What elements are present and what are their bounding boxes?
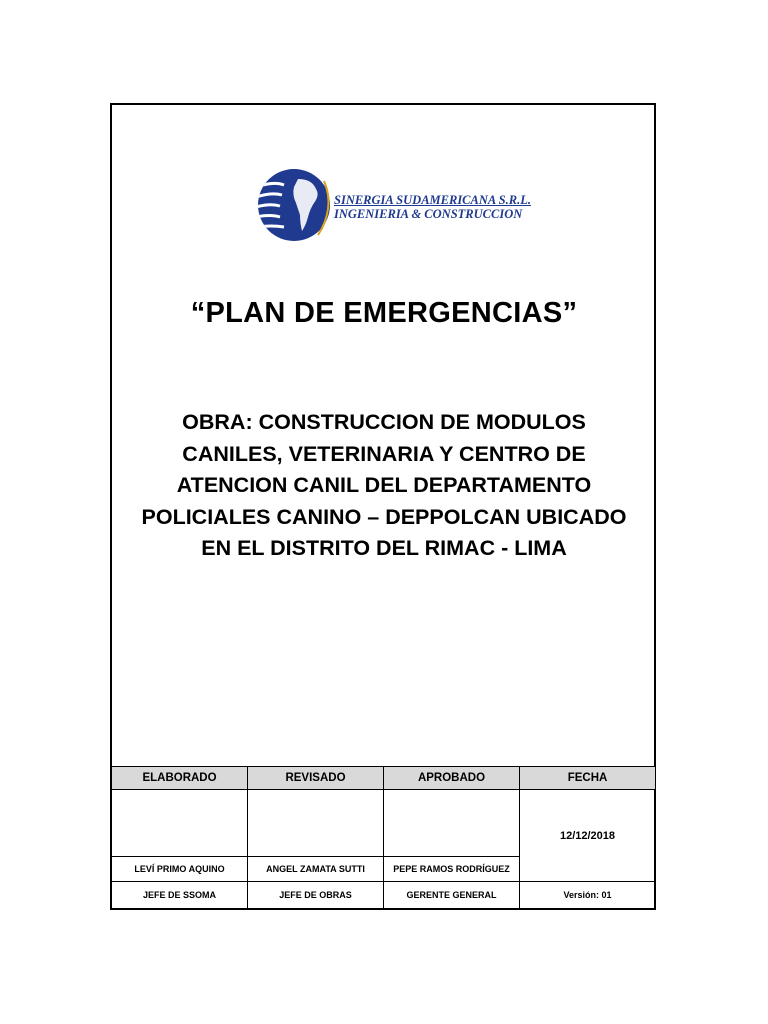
project-line: EN EL DISTRITO DEL RIMAC - LIMA bbox=[201, 536, 567, 560]
header-revisado: REVISADO bbox=[248, 767, 384, 790]
header-elaborado: ELABORADO bbox=[112, 767, 248, 790]
roles-row bbox=[112, 882, 656, 909]
role-elaborado: JEFE DE SSOMA bbox=[112, 882, 248, 909]
project-line: OBRA: CONSTRUCCION DE MODULOS bbox=[182, 410, 586, 434]
date-value: 12/12/2018 bbox=[520, 790, 656, 882]
company-logo bbox=[254, 165, 531, 245]
company-tagline: INGENIERIA & CONSTRUCCION bbox=[334, 207, 523, 221]
name-revisado: ANGEL ZAMATA SUTTI bbox=[248, 857, 384, 882]
signature-cell-revisado bbox=[248, 790, 384, 857]
version-label: Versión: 01 bbox=[520, 882, 656, 909]
signature-row bbox=[112, 790, 656, 857]
signature-cell-aprobado bbox=[384, 790, 520, 857]
document-title: “PLAN DE EMERGENCIAS” bbox=[190, 297, 578, 329]
approval-table bbox=[111, 766, 656, 909]
header-aprobado: APROBADO bbox=[384, 767, 520, 790]
name-elaborado: LEVÍ PRIMO AQUINO bbox=[112, 857, 248, 882]
role-revisado: JEFE DE OBRAS bbox=[248, 882, 384, 909]
signature-cell-elaborado bbox=[112, 790, 248, 857]
project-description bbox=[112, 407, 656, 565]
project-line: CANILES, VETERINARIA Y CENTRO DE bbox=[182, 441, 586, 466]
header-fecha: FECHA bbox=[520, 767, 656, 790]
name-aprobado: PEPE RAMOS RODRÍGUEZ bbox=[384, 857, 520, 882]
approval-header-row bbox=[112, 767, 656, 790]
role-aprobado: GERENTE GENERAL bbox=[384, 882, 520, 909]
project-line: POLICIALES CANINO – DEPPOLCAN UBICADO bbox=[141, 504, 627, 529]
company-name: SINERGIA SUDAMERICANA S.R.L. bbox=[334, 193, 531, 207]
project-line: ATENCION CANIL DEL DEPARTAMENTO bbox=[176, 473, 592, 497]
globe-south-america-icon bbox=[254, 165, 334, 245]
